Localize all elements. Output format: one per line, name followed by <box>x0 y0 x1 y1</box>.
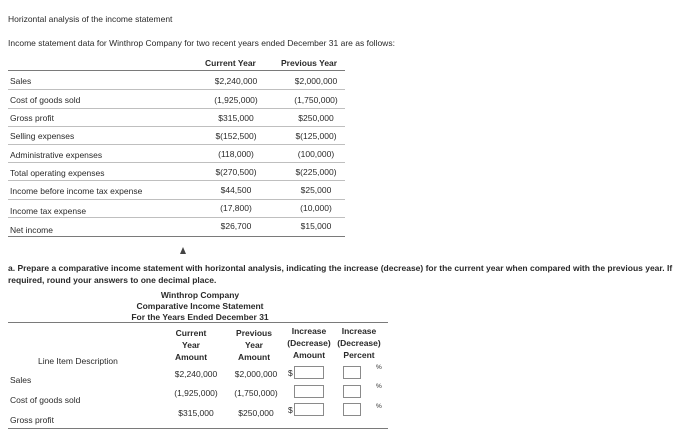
dollar-sign: $ <box>288 368 293 378</box>
col-inc-amt-1: Increase <box>291 326 327 336</box>
row-label: Cost of goods sold <box>10 395 81 405</box>
row-previous: (100,000) <box>297 149 335 159</box>
row-current: $315,000 <box>178 408 214 418</box>
row-current: $26,700 <box>220 221 252 231</box>
row-divider <box>8 199 345 200</box>
row-divider <box>8 144 345 145</box>
col-previous-year: Previous Year <box>281 58 338 68</box>
row-divider <box>8 217 345 218</box>
table-bottom-rule <box>8 236 345 237</box>
row-current: (1,925,000) <box>174 388 218 398</box>
row-label: Sales <box>10 76 32 86</box>
col-current-3: Amount <box>174 352 208 362</box>
row-current: $44,500 <box>220 185 252 195</box>
col-inc-pct-1: Increase <box>341 326 377 336</box>
row-current: $2,240,000 <box>214 76 258 86</box>
row-current: $2,240,000 <box>174 369 218 379</box>
statement-rule <box>8 322 388 323</box>
page-heading: Horizontal analysis of the income statement <box>8 14 173 24</box>
col-inc-pct-2: (Decrease) <box>337 338 381 348</box>
statement-period: For the Years Ended December 31 <box>131 312 269 322</box>
row-label: Gross profit <box>10 113 54 123</box>
percent-sign: % <box>376 403 382 410</box>
increase-amount-input[interactable] <box>294 366 324 379</box>
row-previous: $25,000 <box>300 185 332 195</box>
row-label: Cost of goods sold <box>10 95 81 105</box>
increase-percent-input[interactable] <box>343 385 361 398</box>
percent-sign: % <box>376 383 382 390</box>
row-label: Total operating expenses <box>10 168 105 178</box>
question-text: a. Prepare a comparative income statement with horizontal analysis, indicating the increase (decrease) for the current year when compared with the previous year. If <box>8 263 673 273</box>
row-divider <box>8 89 345 90</box>
col-current-year: Current Year <box>205 58 256 68</box>
statement-bottom-rule <box>8 428 388 429</box>
increase-percent-input[interactable] <box>343 366 361 379</box>
row-current: $(270,500) <box>215 167 257 177</box>
row-divider <box>8 108 345 109</box>
row-previous: (1,750,000) <box>234 388 278 398</box>
dollar-sign: $ <box>288 405 293 415</box>
mouse-cursor-icon <box>180 247 186 254</box>
row-label: Selling expenses <box>10 131 75 141</box>
col-inc-amt-3: Amount <box>292 350 326 360</box>
statement-company: Winthrop Company <box>160 290 240 300</box>
row-label: Gross profit <box>10 415 54 425</box>
col-description: Line Item Description <box>38 356 118 366</box>
col-current-1: Current <box>175 328 207 338</box>
col-prev-2: Year <box>245 340 263 350</box>
intro-text: Income statement data for Winthrop Company for two recent years ended December 31 are as follows: <box>8 38 395 48</box>
increase-percent-input[interactable] <box>343 403 361 416</box>
row-label: Income before income tax expense <box>10 186 143 196</box>
row-previous: $2,000,000 <box>234 369 278 379</box>
col-inc-pct-3: Percent <box>343 350 375 360</box>
row-current: (118,000) <box>218 149 254 159</box>
increase-amount-input[interactable] <box>294 385 324 398</box>
row-previous: $15,000 <box>300 221 332 231</box>
col-current-2: Year <box>182 340 200 350</box>
row-current: $(152,500) <box>215 131 257 141</box>
row-previous: $(125,000) <box>295 131 337 141</box>
row-current: $315,000 <box>218 113 254 123</box>
row-current: (17,800) <box>220 203 252 213</box>
row-label: Income tax expense <box>10 206 87 216</box>
increase-amount-input[interactable] <box>294 403 324 416</box>
question-text-2: required, round your answers to one decimal place. <box>8 275 217 285</box>
statement-title: Comparative Income Statement <box>136 301 264 311</box>
col-prev-3: Amount <box>237 352 271 362</box>
row-divider <box>8 126 345 127</box>
row-previous: $(225,000) <box>295 167 337 177</box>
row-divider <box>8 162 345 163</box>
row-previous: (10,000) <box>300 203 332 213</box>
row-previous: $250,000 <box>238 408 274 418</box>
row-label: Administrative expenses <box>10 150 103 160</box>
row-label: Net income <box>10 225 53 235</box>
row-current: (1,925,000) <box>214 95 258 105</box>
percent-sign: % <box>376 364 382 371</box>
row-label: Sales <box>10 375 32 385</box>
row-divider <box>8 180 345 181</box>
col-prev-1: Previous <box>236 328 272 338</box>
col-inc-amt-2: (Decrease) <box>287 338 331 348</box>
row-previous: $2,000,000 <box>294 76 338 86</box>
row-previous: $250,000 <box>298 113 334 123</box>
header-rule <box>8 70 345 71</box>
row-previous: (1,750,000) <box>294 95 338 105</box>
